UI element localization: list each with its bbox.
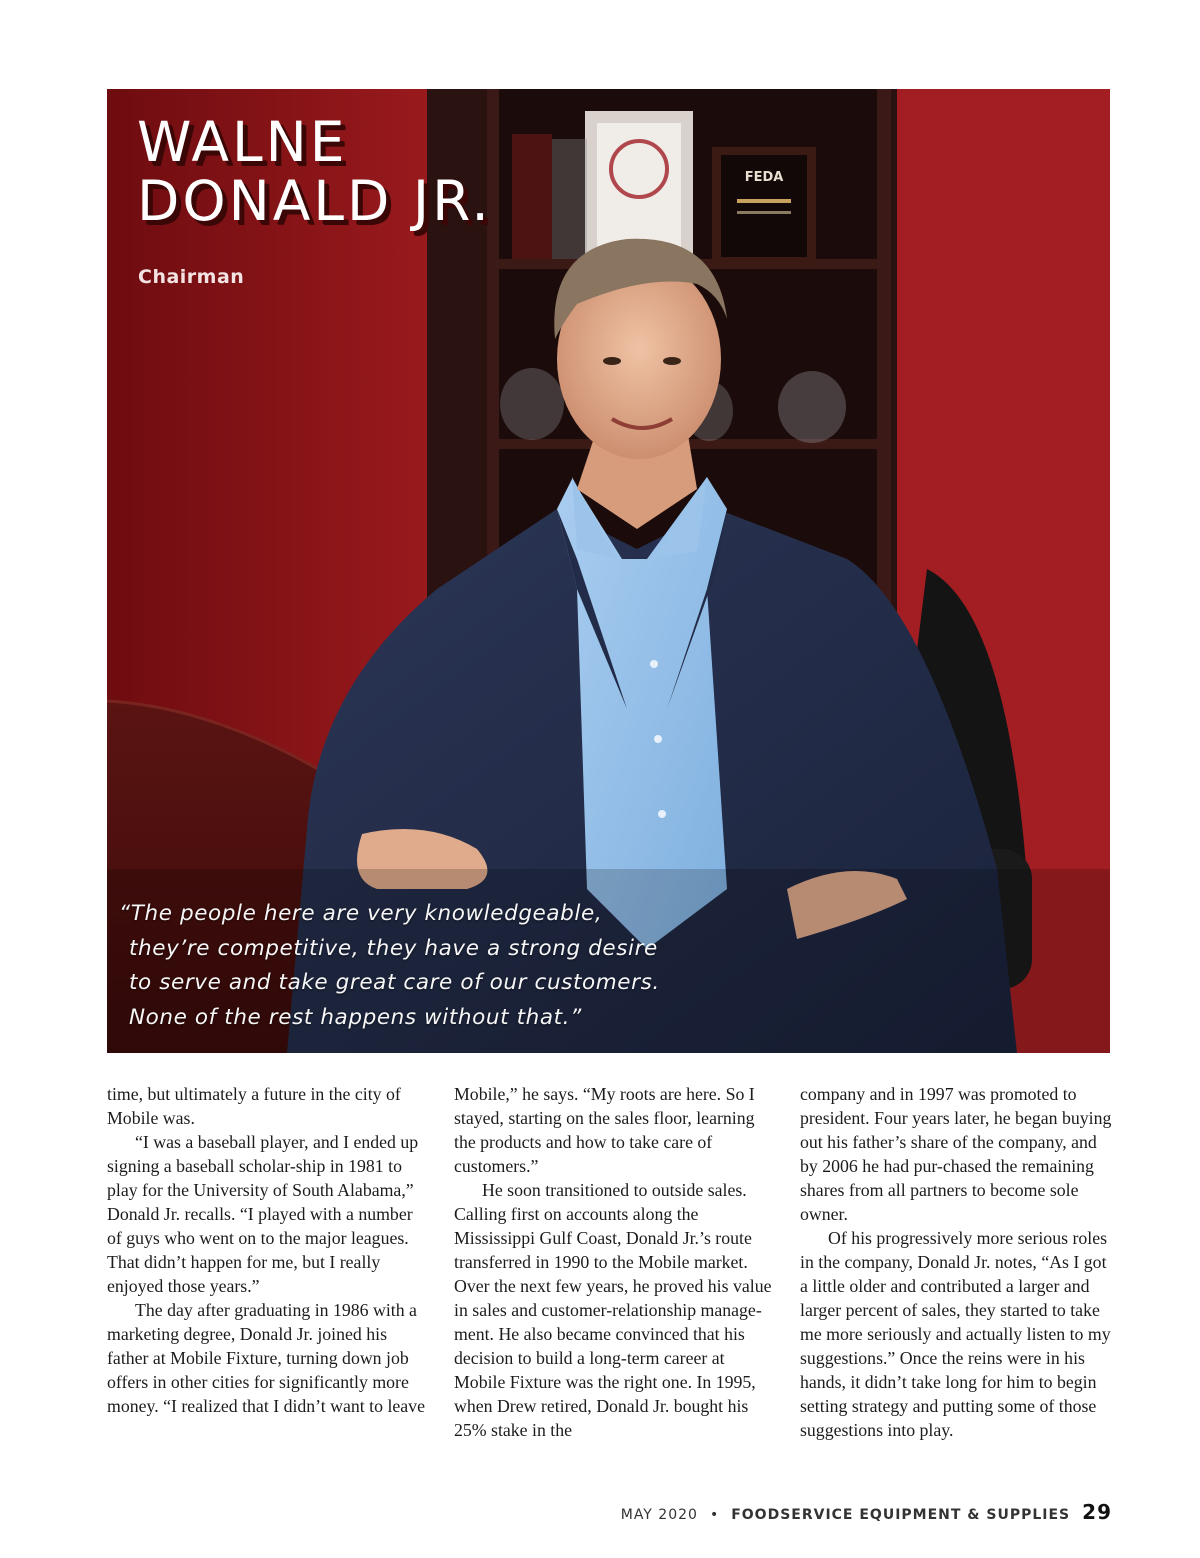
pull-quote	[119, 897, 759, 1035]
quote-line: to serve and take great care of our customers.	[129, 970, 660, 995]
body-column-2	[454, 1082, 772, 1442]
publication-name: FOODSERVICE EQUIPMENT & SUPPLIES	[731, 1507, 1071, 1523]
quote-line: None of the rest happens without that.”	[129, 1004, 582, 1030]
footer-separator: •	[709, 1507, 720, 1523]
page-number: 29	[1082, 1500, 1112, 1524]
title-line-first-name: WALNE	[137, 110, 348, 174]
article-title	[137, 110, 492, 234]
paragraph: The day after graduating in 1986 with a marketing degree, Donald Jr. joined his father at Mobile Fixture, turning down job offers in other cities for significantly more money. “I realized that I didn’t want to leave	[107, 1300, 425, 1416]
paragraph: time, but ultimately a future in the city of Mobile was.	[107, 1084, 401, 1128]
role-label: Chairman	[138, 266, 245, 288]
paragraph: “I was a baseball player, and I ended up signing a baseball scholar-ship in 1981 to play for the University of South Alabama,” Donald Jr. recalls. “I played with a number of guys who went on to the major leagues. That didn’t happen for me, but I really enjoyed those years.”	[107, 1132, 419, 1296]
quote-line: “The people here are very knowledgeable,	[119, 901, 603, 926]
page-footer	[621, 1500, 1112, 1524]
plaque-label: FEDA	[744, 170, 784, 185]
quote-line: they’re competitive, they have a strong desire	[129, 935, 658, 961]
hero-photo	[107, 89, 1110, 1053]
paragraph: company and in 1997 was promoted to president. Four years later, he began buying out his father’s share of the company, and by 2006 he had pur-chased the remaining shares from all partners to become sole owner.	[800, 1084, 1112, 1224]
paragraph: Mobile,” he says. “My roots are here. So I stayed, starting on the sales floor, learning the products and how to take care of customers.”	[454, 1084, 755, 1176]
body-column-1	[107, 1082, 425, 1418]
title-line-last-name: DONALD JR.	[137, 169, 492, 234]
paragraph: Of his progressively more serious roles in the company, Donald Jr. notes, “As I got a little older and contributed a larger and larger percent of sales, they started to take me more seriously and actually listen to my suggestions.” Once the reins were in his hands, it didn’t take long for him to begin setting strategy and putting some of those suggestions into play.	[800, 1228, 1111, 1440]
issue-date: MAY 2020	[620, 1507, 698, 1523]
body-column-3	[800, 1082, 1118, 1442]
paragraph: He soon transitioned to outside sales. Calling first on accounts along the Mississippi Gulf Coast, Donald Jr.’s route transferred in 1990 to the Mobile market. Over the next few years, he proved his value in sales and customer-relationship manage-ment. He also became convinced that his decision to build a long-term career at Mobile Fixture was the right one. In 1995, when Drew retired, Donald Jr. bought his 25% stake in the	[454, 1180, 772, 1440]
